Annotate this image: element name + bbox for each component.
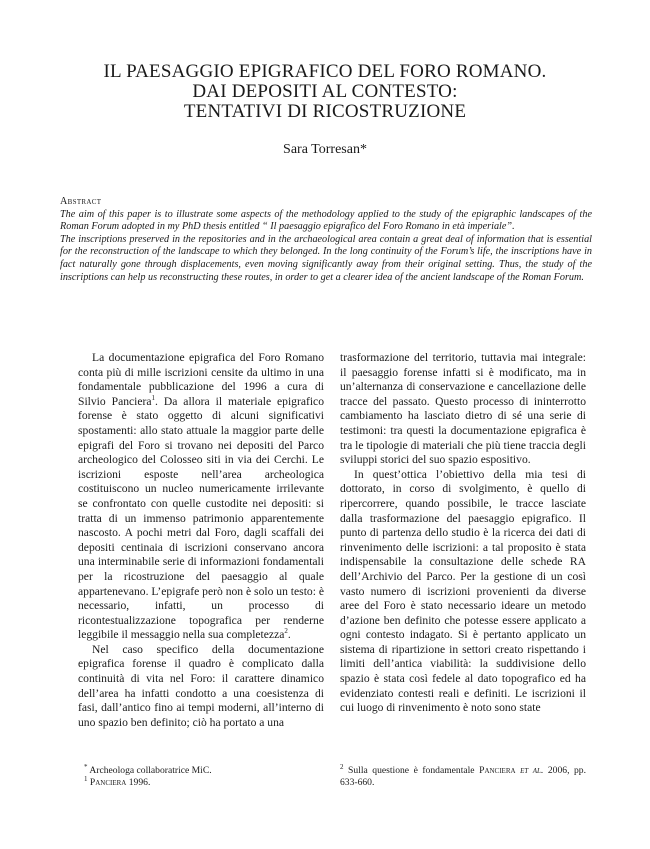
footnote-text: Archeologa collaboratrice MiC. (89, 765, 212, 776)
footnote-etal: et al. (515, 765, 544, 776)
footnotes-right (340, 762, 586, 789)
footnote-ref-2: 2 (284, 627, 288, 636)
title-line-1: IL PAESAGGIO EPIGRAFICO DEL FORO ROMANO. (103, 61, 547, 82)
footnote-text: 1996. (126, 776, 151, 788)
footnote-mark: * (84, 762, 88, 771)
title-line-3: TENTATIVI DI RICOSTRUZIONE (183, 101, 467, 122)
footnote-text: 2006, pp. 633-660. (340, 765, 586, 788)
footnote-1 (84, 774, 324, 789)
body-paragraph (78, 351, 324, 643)
footnote-text: Sulla questione è fondamentale (348, 765, 480, 776)
title-line-2: DAI DEPOSITI AL CONTESTO: (192, 81, 458, 102)
abstract-heading: Abstract (60, 196, 102, 207)
footnote-star (84, 762, 324, 777)
body-paragraph: In quest’ottica l’obiettivo della mia tesi di dottorato, in corso di svolgimento, è quello di ripercorrere, quando possibile, le tracce lasciate dalla trasformazione del paesaggio epigrafico. Il punto di partenza dello studio è la ricerca dei dati di rinvenimento delle iscrizioni: a tal proposito è stata indispensabile la consultazione delle schede RA dell’Archivio del Parco. Per la gestione di un così vasto numero di iscrizioni provenienti da diverse aree del Foro è stato necessario ideare un metodo d’azione ben definito che potesse essere applicato a ogni contesto indagato. Si è pertanto applicato un sistema di ripartizione in settori creato rispettando i limiti dell’antica viabilità: la suddivisione dello spazio è stata così fedele al dato topografico ed ha evidenziato contesti reali e definiti. Le iscrizioni il cui luogo di rinvenimento è noto sono state (340, 467, 586, 715)
abstract-paragraph-2: The inscriptions preserved in the repositories and in the archaeological area contain a great deal of information that is essential for the reconstruction of the landscape to which they belonged. In the long continuity of the Forum’s life, the inscriptions have in fact naturally gone through displacements, even moving significantly away from their original setting. Thus, the study of the inscriptions can help us reconstructing these routes, in order to get a clearer idea of the ancient landscape of the Roman Forum. (60, 233, 592, 283)
body-text: . Da allora il materiale epigrafico forense è stato oggetto di alcuni significativi spostamenti: allo stato attuale la maggior parte delle epigrafi del Foro si trovano nei depositi del Parco archeologico del Colosseo siti in via dei Cerchi. Le iscrizioni esposte nell’area archeologica costituiscono un nucleo numericamente irrilevante se confrontato con quelle custodite nei depositi: si tratta di un immenso patrimonio apparentemente nascosto. A pochi metri dal Foro, dagli scaffali dei depositi centinaia di iscrizioni conservano ancora una interminabile serie di informazioni fondamentali per la ricostruzione del paesaggio al quale appartenevano. L’epigrafe però non è solo un testo: è necessario, infatti, un processo di ricontestualizzazione topografica per renderne leggibile il messaggio nella sua completezza (78, 394, 324, 642)
body-text: . (287, 628, 291, 642)
abstract-paragraph-1: The aim of this paper is to illustrate some aspects of the methodology applied to the study of the epigraphic landscapes of the Roman Forum adopted in my PhD thesis entitled “ Il paesaggio epigrafico del Foro Romano in età imperiale”. (60, 208, 592, 233)
paper-title (60, 62, 590, 122)
body-text: La documentazione epigrafica del Foro Romano conta più di mille iscrizioni censite da ultimo in una fondamentale pubblicazione del 1996 a cura di Silvio Panciera (78, 351, 324, 408)
body-column-right (340, 351, 586, 716)
footnote-author: Panciera (89, 776, 127, 788)
footnote-mark: 1 (84, 774, 88, 783)
body-paragraph: Nel caso specifico della documentazione epigrafica forense il quadro è complicato dalla continuità di vita nel Foro: il carattere dinamico dell’area ha infatti condotto a una coesistenza di fasi, dall’antico fino ai tempi moderni, all’interno di uno spazio ben definito; ciò ha portato a una (78, 642, 324, 729)
footnote-mark: 2 (340, 762, 344, 771)
abstract-section (60, 196, 592, 284)
footnotes-left (84, 762, 324, 789)
footnote-author: Panciera (479, 765, 516, 776)
author-name: Sara Torresan* (283, 142, 367, 157)
footnote-ref-1: 1 (151, 393, 156, 402)
body-paragraph: trasformazione del territorio, tuttavia mai integrale: il paesaggio forense infatti si è modificato, ma in un’alternanza di conservazione e cancellazione delle tracce del passato. Questo processo di ininterrotto cambiamento ha lasciato dietro di sé una serie di testimoni: tra questi la documentazione epigrafica è tra le tipologie di materiali che più tiene traccia degli sviluppi storici del suo spazio espositivo. (340, 351, 586, 467)
body-column-left (78, 351, 324, 730)
footnote-2 (340, 762, 586, 789)
